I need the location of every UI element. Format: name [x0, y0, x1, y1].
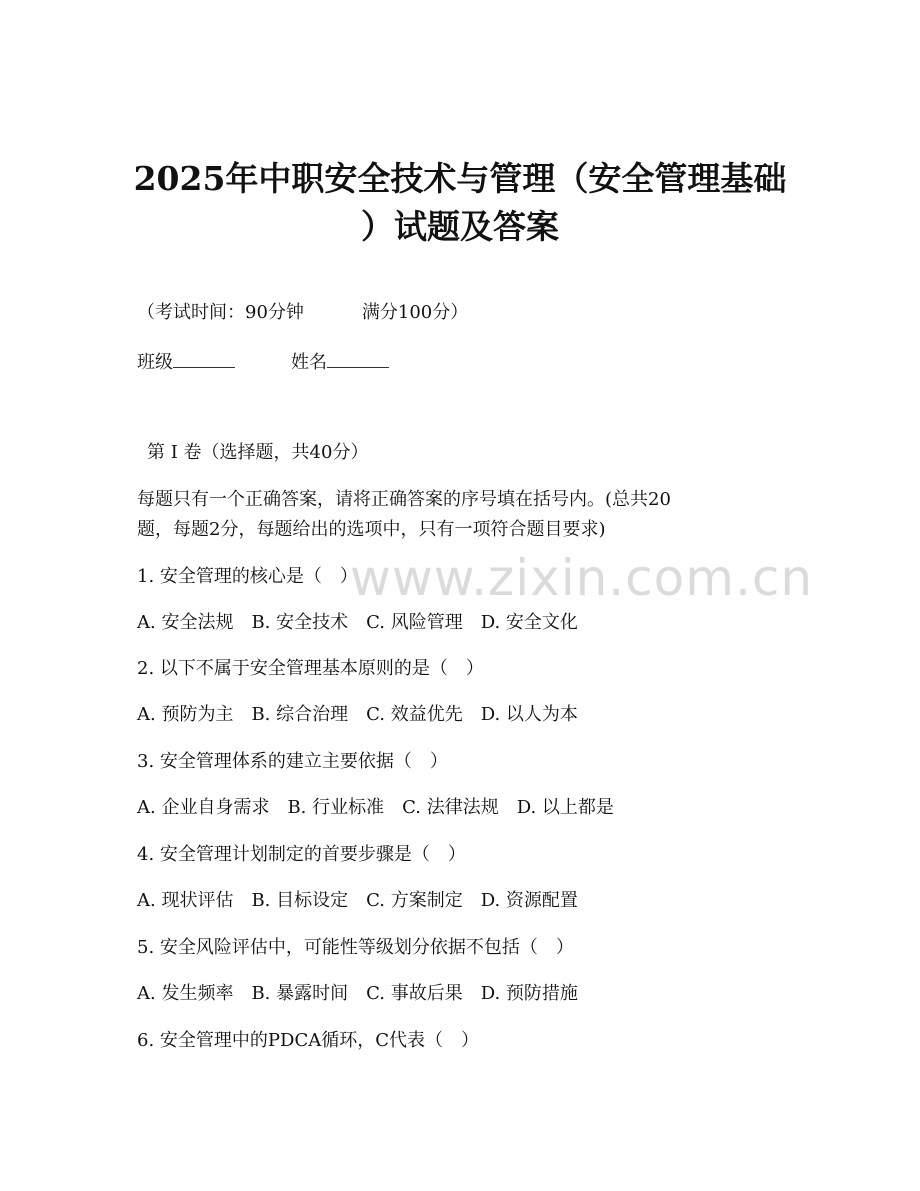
option-d: D. 预防措施 [480, 983, 578, 1004]
question-stem: 5. 安全风险评估中，可能性等级划分依据不包括（ ） [137, 937, 574, 958]
option-d: D. 资源配置 [480, 890, 578, 911]
option-c: C. 法律法规 [402, 797, 499, 818]
question-stem: 1. 安全管理的核心是（ ） [137, 566, 358, 587]
option-a: A. 发生频率 [137, 983, 234, 1004]
option-a: A. 现状评估 [137, 890, 234, 911]
option-c: C. 效益优先 [366, 704, 463, 725]
instructions-line-1: 每题只有一个正确答案，请将正确答案的序号填在括号内。(总共20 [137, 489, 671, 510]
instructions-line-2: 题，每题2分，每题给出的选项中，只有一项符合题目要求) [137, 519, 606, 540]
option-c: C. 方案制定 [366, 890, 463, 911]
option-b: B. 暴露时间 [251, 983, 349, 1004]
option-c: C. 风险管理 [366, 612, 463, 633]
exam-time: （考试时间：90分钟 [137, 302, 304, 323]
class-blank [173, 349, 235, 368]
option-a: A. 企业自身需求 [137, 797, 270, 818]
student-info [137, 349, 389, 375]
option-c: C. 事故后果 [366, 983, 463, 1004]
question-stem: 6. 安全管理中的PDCA循环，C代表（ ） [137, 1030, 479, 1051]
question-stem: 2. 以下不属于安全管理基本原则的是（ ） [137, 658, 484, 679]
watermark: www.zixin.com.cn [350, 549, 814, 607]
name-label: 姓名 [291, 352, 327, 373]
exam-info [137, 301, 468, 325]
option-a: A. 安全法规 [137, 612, 234, 633]
full-score: 满分100分） [361, 302, 469, 323]
document-title-line-2: ）试题及答案 [361, 207, 559, 246]
question-options [137, 796, 614, 820]
option-b: B. 安全技术 [251, 612, 349, 633]
section-heading: 第 I 卷（选择题，共40分） [147, 442, 369, 463]
document-title-line-1: 2025年中职安全技术与管理（安全管理基础 [133, 159, 787, 198]
class-label: 班级 [137, 352, 173, 373]
option-d: D. 以人为本 [480, 704, 578, 725]
option-b: B. 行业标准 [287, 797, 385, 818]
option-b: B. 综合治理 [251, 704, 349, 725]
name-blank [327, 349, 389, 368]
option-a: A. 预防为主 [137, 704, 234, 725]
option-b: B. 目标设定 [251, 890, 349, 911]
question-options [137, 611, 578, 635]
question-stem: 3. 安全管理体系的建立主要依据（ ） [137, 751, 448, 772]
question-options [137, 703, 578, 727]
question-options [137, 889, 578, 913]
option-d: D. 以上都是 [516, 797, 614, 818]
question-stem: 4. 安全管理计划制定的首要步骤是（ ） [137, 844, 466, 865]
option-d: D. 安全文化 [480, 612, 578, 633]
question-options [137, 982, 578, 1006]
